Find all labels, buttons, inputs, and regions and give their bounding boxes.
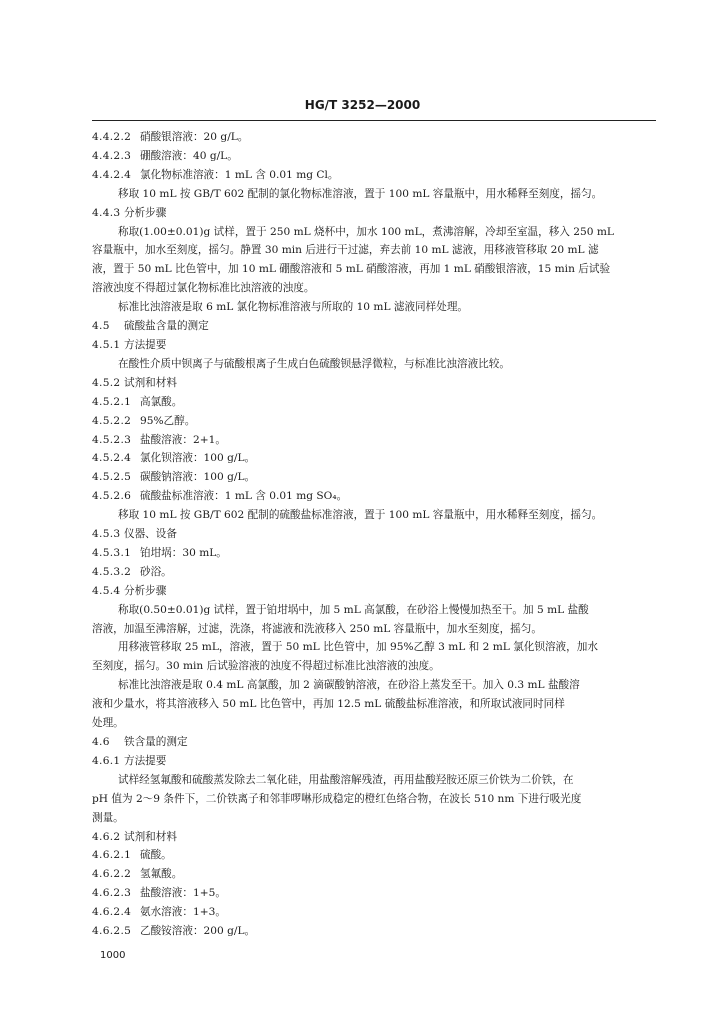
list-item: 4.5.2.5 碳酸钠溶液：100 g/L。 xyxy=(92,471,256,484)
header-rule xyxy=(92,120,656,121)
paragraph: 在酸性介质中钡离子与硫酸根离子生成白色硫酸钡悬浮微粒，与标准比浊溶液比较。 xyxy=(118,357,510,370)
section-heading: 4.5.4 分析步骤 xyxy=(92,584,167,597)
section-heading: 4.5.3 仪器、设备 xyxy=(92,528,177,541)
paragraph-line: 处理。 xyxy=(92,717,124,730)
list-item: 4.6.2.5 乙酸铵溶液：200 g/L。 xyxy=(92,925,256,938)
list-item: 4.5.2.1 高氯酸。 xyxy=(92,395,183,408)
paragraph-line: 液，置于 50 mL 比色管中，加 10 mL 硼酸溶液和 5 mL 硝酸溶液，再加 1 mL 硝酸银溶液，15 min 后试验 xyxy=(92,263,611,276)
section-heading: 4.6.1 方法提要 xyxy=(92,754,167,767)
list-item: 4.5.3.2 砂浴。 xyxy=(92,565,172,578)
section-heading: 4.5.2 试剂和材料 xyxy=(92,376,177,389)
list-item: 4.4.2.4 氯化物标准溶液：1 mL 含 0.01 mg Cl。 xyxy=(92,168,339,181)
paragraph-line: 至刻度，摇匀。30 min 后试验溶液的浊度不得超过标准比浊溶液的浊度。 xyxy=(92,660,440,673)
list-item: 4.5.2.6 硫酸盐标准溶液：1 mL 含 0.01 mg SO₄。 xyxy=(92,490,348,503)
page-number: 1000 xyxy=(100,950,126,961)
list-item: 4.6.2.4 氨水溶液：1+3。 xyxy=(92,906,226,919)
paragraph-line: 称取(1.00±0.01)g 试样，置于 250 mL 烧杯中，加水 100 mL，煮沸溶解，冷却至室温，移入 250 mL xyxy=(118,225,614,238)
section-heading: 4.4.3 分析步骤 xyxy=(92,206,167,219)
paragraph-line: 称取(0.50±0.01)g 试样，置于铂坩埚中，加 5 mL 高氯酸，在砂浴上慢慢加热至干。加 5 mL 盐酸 xyxy=(118,603,589,616)
section-heading: 4.6 铁含量的测定 xyxy=(92,736,188,748)
paragraph-line: 容量瓶中，加水至刻度，摇匀。静置 30 min 后进行干过滤，弃去前 10 mL 滤液，用移液管移取 20 mL 滤 xyxy=(92,244,599,257)
paragraph-line: 溶液浊度不得超过氯化物标准比浊溶液的浊度。 xyxy=(92,282,315,295)
list-item: 4.5.3.1 铂坩埚：30 mL。 xyxy=(92,546,227,559)
paragraph: 标准比浊溶液是取 6 mL 氯化物标准溶液与所取的 10 mL 滤液同样处理。 xyxy=(118,301,469,314)
section-heading: 4.5.1 方法提要 xyxy=(92,338,167,351)
paragraph-line: 标准比浊溶液是取 0.4 mL 高氯酸，加 2 滴碳酸钠溶液，在砂浴上蒸发至干。加入 0.3 mL 盐酸溶 xyxy=(118,679,580,692)
paragraph-line: 测量。 xyxy=(92,811,124,824)
list-item: 4.6.2.3 盐酸溶液：1+5。 xyxy=(92,887,226,900)
standard-number-header: HG/T 3252—2000 xyxy=(304,98,421,112)
paragraph-line: 试样经氢氟酸和硫酸蒸发除去二氧化硅，用盐酸溶解残渣，再用盐酸羟胺还原三价铁为二价铁，在 xyxy=(118,773,574,786)
document-body xyxy=(92,128,658,941)
list-item: 4.4.2.2 硝酸银溶液：20 g/L。 xyxy=(92,131,249,143)
list-item: 4.4.2.3 硼酸溶液：40 g/L。 xyxy=(92,149,238,162)
paragraph-line: 液和少量水，将其溶液移入 50 mL 比色管中，再加 12.5 mL 硫酸盐标准溶液，和所取试液同时同样 xyxy=(92,698,565,711)
paragraph-line: pH 值为 2～9 条件下，二价铁离子和邻菲啰啉形成稳定的橙红色络合物，在波长 510 nm 下进行吸光度 xyxy=(92,792,582,805)
paragraph-line: 溶液，加温至沸溶解，过滤，洗涤，将滤液和洗液移入 250 mL 容量瓶中，加水至刻度，摇匀。 xyxy=(92,622,542,635)
list-item: 4.5.2.2 95%乙醇。 xyxy=(92,414,196,427)
section-heading: 4.5 硫酸盐含量的测定 xyxy=(92,320,209,333)
paragraph-line: 用移液管移取 25 mL，溶液，置于 50 mL 比色管中，加 95%乙醇 3 mL 和 2 mL 氯化钡溶液，加水 xyxy=(118,641,598,654)
paragraph: 移取 10 mL 按 GB/T 602 配制的氯化物标准溶液，置于 100 mL 容量瓶中，用水稀释至刻度，摇匀。 xyxy=(118,187,603,200)
list-item: 4.5.2.3 盐酸溶液：2+1。 xyxy=(92,433,226,446)
list-item: 4.6.2.2 氢氟酸。 xyxy=(92,868,183,881)
list-item: 4.5.2.4 氯化钡溶液：100 g/L。 xyxy=(92,452,256,465)
section-heading: 4.6.2 试剂和材料 xyxy=(92,830,177,843)
paragraph: 移取 10 mL 按 GB/T 602 配制的硫酸盐标准溶液，置于 100 mL 容量瓶中，用水稀释至刻度，摇匀。 xyxy=(118,509,603,522)
list-item: 4.6.2.1 硫酸。 xyxy=(92,849,172,862)
